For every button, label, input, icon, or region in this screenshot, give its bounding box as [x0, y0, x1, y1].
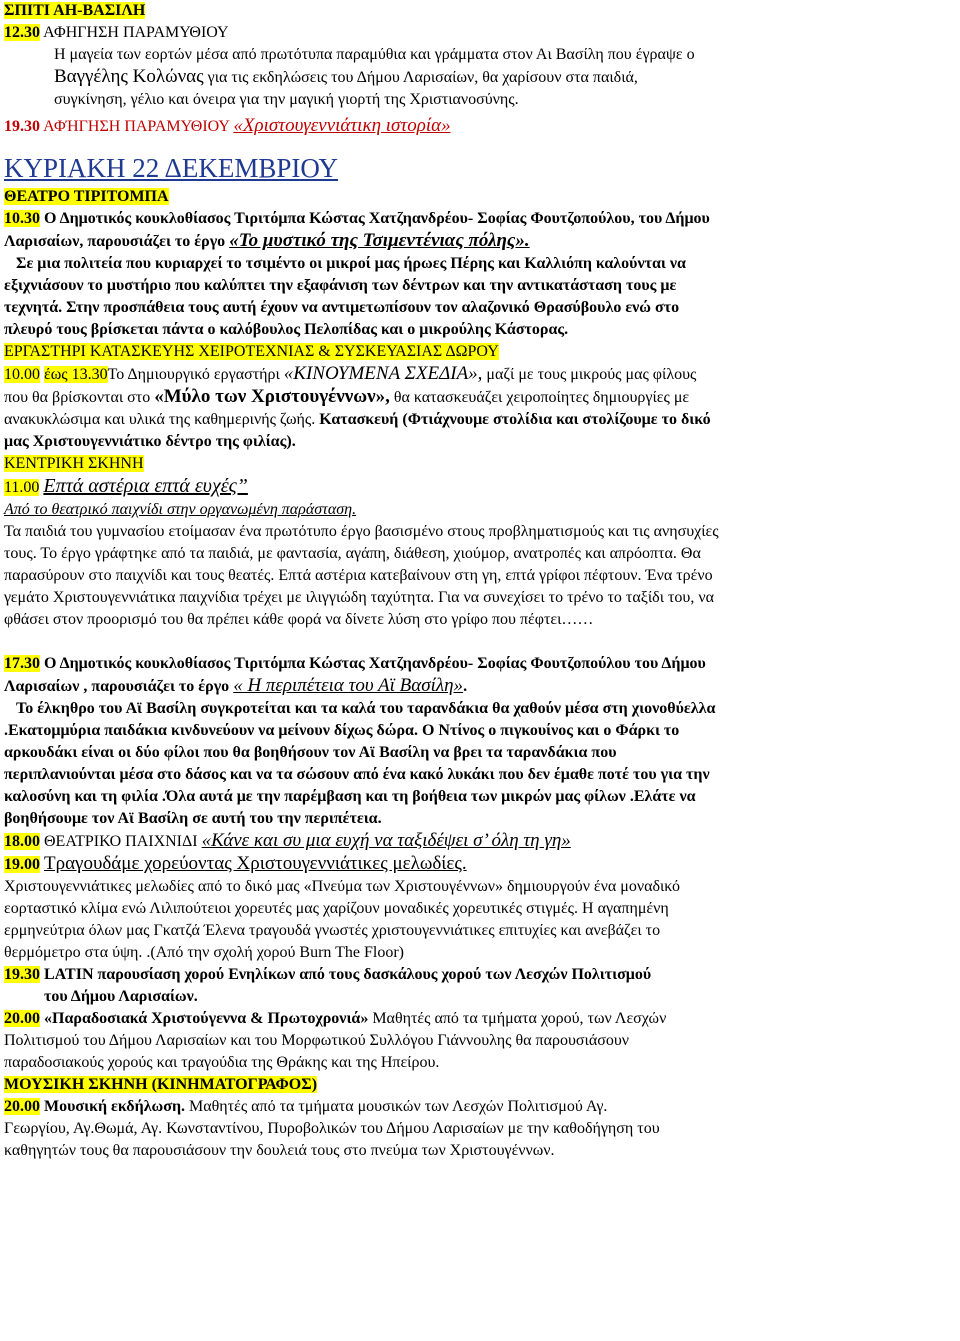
plot-line: Το έλκηθρο του Αϊ Βασίλη συγκροτείται και τα καλά του ταρανδάκια θα χαθούν μέσα στη χιονοθύελλα [16, 700, 716, 717]
event-description: Ο Δημοτικός κουκλοθίασος Τιριτόμπα Κώστας Χατζηανδρέου- Σοφίας Φουτζοπούλου του Δήμου [44, 655, 706, 672]
date-heading: ΚΥΡΙΑΚΗ 22 ΔΕΚΕΜΒΡΙΟΥ [4, 153, 339, 183]
event-description: καθηγητών τους θα παρουσιάσουν την δουλειά τους στο πνεύμα των Χριστουγέννων. [4, 1142, 555, 1159]
plot-line: τεχνητά. Στην προσπάθεια τους αυτή έχουν να αντιμετωπίσουν τον αλαζονικό Θρασύβουλο ενώ στο [4, 299, 680, 316]
event-description: για τις εκδηλώσεις του Δήμου Λαρισαίων, θα χαρίσουν στα παιδιά, [207, 69, 638, 86]
event-time-end: έως 13.30 [44, 366, 108, 383]
event-description: ανακυκλώσιμα και υλικά της καθημερινής ζωής. [4, 411, 316, 428]
author-name: Βαγγέλης Κολώνας [54, 66, 204, 87]
show-description: εορταστικό κλίμα ενώ Λιλιπούτειοι χορευτές μας χαρίζουν μοναδικές χορευτικές στιγμές. Η αγαπημένη [4, 900, 669, 917]
show-quote: «Κάνε και συ μια ευχή να ταξιδέψει σ’ όλη τη γη» [201, 830, 571, 851]
event-description: LATIN παρουσίαση χορού Ενηλίκων από τους δασκάλους χορού των Λεσχών Πολιτισμού [44, 966, 652, 983]
show-description: παρασύρουν στο παιχνίδι και τους θεατές. Επτά αστέρια κατεβαίνουν στη γη, επτά γρίφοι πέφτουν. Ένα τρένο [4, 567, 713, 584]
show-description: θερμόμετρο στα ύψη. .(Από την σχολή χορού Burn The Floor) [4, 944, 404, 961]
event-description: Ο Δημοτικός κουκλοθίασος Τιριτόμπα Κώστας Χατζηανδρέου- Σοφίας Φουτζοπούλου, του Δήμου [44, 210, 710, 227]
show-title: «Παραδοσιακά Χριστούγεννα & Πρωτοχρονιά» [44, 1010, 369, 1027]
play-title: «Το μυστικό της Τσιμεντένιας πόλης». [229, 230, 530, 251]
plot-line: βοηθήσουμε τον Αϊ Βασίλη σε αυτή του την περιπέτεια. [4, 810, 382, 827]
show-description: γεμάτο Χριστουγεννιάτικα παιχνίδια τρέχει με ιλιγγιώδη ταχύτητα. Για να συνεχίσει το τρένο το ταξίδι του, να [4, 589, 714, 606]
plot-line: .Εκατομμύρια παιδάκια κινδυνεύουν να μείνουν δίχως δώρα. Ο Ντίνος ο πιγκουίνος και ο Φάρκι το [4, 722, 680, 739]
event-description: Λαρισαίων , παρουσιάζει το έργο [4, 678, 230, 695]
plot-line: περιπλανιούνται μέσα στο δάσος και να τα σώσουν από ένα κακό λυκάκι που δεν έμαθε ποτέ του για την [4, 766, 710, 783]
plot-line: εξιχνιάσουν το μυστήριο που καλύπτει την εξαφάνιση των δέντρων και την αντικατάσταση τους με [4, 277, 677, 294]
workshop-place: «Μύλο των Χριστουγέννων», [154, 386, 390, 407]
event-time: 19.30 [4, 118, 40, 135]
story-title: «Χριστουγεννιάτικη ιστορία» [233, 115, 451, 136]
show-title: Μουσική εκδήλωση. [44, 1098, 186, 1115]
event-description: μας Χριστουγεννιάτικο δέντρο της φιλίας). [4, 433, 296, 450]
venue-heading: ΘΕΑΤΡΟ ΤΙΡΙΤΟΜΠΑ [4, 188, 169, 205]
show-description: ερμηνεύτρια όλων μας Γκατζά Έλενα τραγουδά γνωστές χριστουγεννιάτικες επιτυχίες και ανεβάζει το [4, 922, 661, 939]
plot-line: Σε μια πολιτεία που κυριαρχεί το τσιμέντο οι μικροί μας ήρωες Πέρης και Καλλιόπη καλούνται να [16, 255, 686, 272]
event-description: Λαρισαίων, παρουσιάζει το έργο [4, 233, 226, 250]
event-description: μαζί με τους μικρούς μας φίλους [486, 366, 697, 383]
show-description: Τα παιδιά του γυμνασίου ετοίμασαν ένα πρωτότυπο έργο βασισμένο στους προβληματισμούς και τις ανησυχίες [4, 523, 719, 540]
event-description: θα κατασκευάζει χειροποίητες δημιουργίες με [393, 389, 690, 406]
plot-line: καλοσύνη και τη φιλία .Όλα αυτά με την παρέμβαση και τη βοήθεια των μικρών μας φίλων .Ελάτε να [4, 788, 696, 805]
event-time: 17.30 [4, 655, 40, 672]
event-description: παραδοσιακούς χορούς και τραγούδια της Θράκης και της Ηπείρου. [4, 1054, 440, 1071]
event-time: 19.00 [4, 856, 40, 873]
event-description: Πολιτισμού του Δήμου Λαρισαίων και του Μορφωτικού Συλλόγου Γιάννουλης θα παρουσιάσουν [4, 1032, 630, 1049]
section-sunday: ΚΥΡΙΑΚΗ 22 ΔΕΚΕΜΒΡΙΟΥ ΘΕΑΤΡΟ ΤΙΡΙΤΟΜΠΑ 10.30 Ο Δημοτικός κουκλοθίασος Τιριτόμπα Κώστας Χατζηανδρέου- Σοφίας Φουτζοπούλου, του Δήμου Λαρισαίων, παρουσιάζει το έργο «Το μυστικό της Τσιμεντένιας πόλης». Σε μια πολιτεία που κυριαρχεί το τσιμέντο οι μικροί μας ήρωες Πέρης και Καλλιόπη καλούνται να εξιχνιάσουν το μυστήριο που καλύπτει την εξαφάνιση των δέντρων και την αντικατάσταση τους με τεχνητά. Στην προσπάθεια τους αυτή έχουν να αντιμετωπίσουν τον αλαζονικό Θρασύβουλο ενώ στο πλευρό τους βρίσκεται πάντα ο καλόβουλος Πελοπίδας και ο μικρούλης Κάστορας. ΕΡΓΑΣΤΗΡΙ ΚΑΤΑΣΚΕΥΗΣ ΧΕΙΡΟΤΕΧΝΙΑΣ & ΣΥΣΚΕΥΑΣΙΑΣ ΔΩΡΟΥ 10.00 έως 13.30Το Δημιουργικό εργαστήρι «ΚΙΝΟΥΜΕΝΑ ΣΧΕΔΙΑ», μαζί με τους μικρούς μας φίλους που θα βρίσκονται στο «Μύλο των Χριστουγέννων», θα κατασκευάζει χειροποίητες δημιουργίες με ανακυκλώσιμα και υλικά της καθημερινής ζωής. Κατασκευή (Φτιάχνουμε στολίδια και στολίζουμε το δικό μας Χριστουγεννιάτικο δέντρο της φιλίας). ΚΕΝΤΡΙΚΗ ΣΚΗΝΗ 11.00 Επτά αστέρια επτά ευχές” Από το θεατρικό παιχνίδι στην οργανωμένη παράσταση. Τα παιδιά του γυμνασίου ετοίμασαν ένα πρωτότυπο έργο βασισμένο στους προβληματισμούς και τις ανησυχίες τους. Το έργο γράφτηκε από τα παιδιά, με φαντασία, αγάπη, διάθεση, χιούμορ, ανατροπές και απρόοπτα. Θα παρασύρουν στο παιχνίδι και τους θεατές. Επτά αστέρια κατεβαίνουν στη γη, επτά γρίφοι πέφτουν. Ένα τρένο γεμάτο Χριστουγεννιάτικα παιχνίδια τρέχει με ιλιγγιώδη ταχύτητα. Για να συνεχίσει το τρένο το ταξίδι του, να φθάσει στον προορισμό του θα πρέπει κάθε φορά να δίνετε λύση στο γρίφο που πέφτει…… 17.30 Ο Δημοτικός κουκλοθίασος Τιριτόμπα Κώστας Χατζηανδρέου- Σοφίας Φουτζοπούλου του Δήμου Λαρισαίων , παρουσιάζει το έργο « Η περιπέτεια του Αϊ Βασίλη». Το έλκηθρο του Αϊ Βασίλη συγκροτείται και τα καλά του ταρανδάκια θα χαθούν μέσα στη χιονοθύελλα .Εκατομμύρια παιδάκια κινδυνεύουν να μείνουν δίχως δώρα. Ο Ντίνος ο πιγκουίνος και ο Φάρκι το αρκουδάκι είναι οι δύο φίλοι που θα βοηθήσουν τον Αϊ Βασίλη να βρει τα ταρανδάκια που περιπλανιούνται μέσα στο δάσος και να τα σώσουν από ένα κακό λυκάκι που δεν έμαθε ποτέ του για την καλοσύνη και τη φιλία .Όλα αυτά με την παρέμβαση και τη βοήθεια των μικρών μας φίλων .Ελάτε να βοηθήσουμε τον Αϊ Βασίλη σε αυτή του την περιπέτεια. 18.00 ΘΕΑΤΡΙΚΟ ΠΑΙΧΝΙΔΙ «Κάνε και συ μια ευχή να ταξιδέψει σ’ όλη τη γη» 19.00 Τραγουδάμε χορεύοντας Χριστουγεννιάτικες μελωδίες. Χριστουγεννιάτικες μελωδίες από το δικό μας «Πνεύμα των Χριστουγέννων» δημιουργούν ένα μοναδικό εορταστικό κλίμα ενώ Λιλιπούτειοι χορευτές μας χαρίζουν μοναδικές χορευτικές στιγμές. Η αγαπημένη ερμηνεύτρια όλων μας Γκατζά Έλενα τραγουδά γνωστές χριστουγεννιάτικες επιτυχίες και ανεβάζει το θερμόμετρο στα ύψη. .(Από την σχολή χορού Burn The Floor) 19.30 LATIN παρουσίαση χορού Ενηλίκων από τους δασκάλους χορού των Λεσχών Πολιτισμού του Δήμου Λαρισαίων. 20.00 «Παραδοσιακά Χριστούγεννα & Πρωτοχρονιά» Μαθητές από τα τμήματα χορού, των Λεσχών Πολιτισμού του Δήμου Λαρισαίων και του Μορφωτικού Συλλόγου Γιάννουλης θα παρουσιάσουν παραδοσιακούς χορούς και τραγούδια της Θράκης και της Ηπείρου. ΜΟΥΣΙΚΗ ΣΚΗΝΗ (ΚΙΝΗΜΑΤΟΓΡΑΦΟΣ) 20.00 Μουσική εκδήλωση. Μαθητές από τα τμήματα μουσικών των Λεσχών Πολιτισμού Αγ. Γεωργίου, Αγ.Θωμά, Αγ. Κωνσταντίνου, Πυροβολικών του Δήμου Λαρισαίων με την καθοδήγηση του καθηγητών τους θα παρουσιάσουν την δουλειά τους στο πνεύμα των Χριστουγέννων. [4, 150, 956, 1162]
play-title: « Η περιπέτεια του Αϊ Βασίλη» [233, 675, 464, 696]
event-description: Η μαγεία των εορτών μέσα από πρωτότυπα παραμύθια και γράμματα στον Αι Βασίλη που έγραψε ο [54, 46, 695, 63]
event-time: 12.30 [4, 24, 40, 41]
event-time: 20.00 [4, 1098, 40, 1115]
music-stage-heading: ΜΟΥΣΙΚΗ ΣΚΗΝΗ (ΚΙΝΗΜΑΤΟΓΡΑΦΟΣ) [4, 1076, 318, 1093]
event-description: Μαθητές από τα τμήματα μουσικών των Λεσχών Πολιτισμού Αγ. [189, 1098, 608, 1115]
event-description: Γεωργίου, Αγ.Θωμά, Αγ. Κωνσταντίνου, Πυροβολικών του Δήμου Λαρισαίων με την καθοδήγηση του [4, 1120, 660, 1137]
event-time: 11.00 [4, 479, 40, 496]
event-title: ΑΦΗΓΗΣΗ ΠΑΡΑΜΥΘΙΟΥ [43, 24, 229, 41]
event-description: που θα βρίσκονται στο [4, 389, 151, 406]
workshop-name: «ΚΙΝΟΥΜΕΝΑ ΣΧΕΔΙΑ», [283, 363, 483, 384]
plot-line: πλευρό τους βρίσκεται πάντα ο καλόβουλος Πελοπίδας και ο μικρούλης Κάστορας. [4, 321, 569, 338]
event-time: 10.30 [4, 210, 40, 227]
event-title: ΑΦΉΓΗΣΗ ΠΑΡΑΜΥΘΙΟΥ [43, 118, 230, 135]
event-description: Κατασκευή (Φτιάχνουμε στολίδια και στολίζουμε το δικό [319, 411, 711, 428]
event-description: Το Δημιουργικό εργαστήρι [107, 366, 280, 383]
show-subtitle: Από το θεατρικό παιχνίδι στην οργανωμένη παράσταση. [4, 501, 357, 518]
event-description: του Δήμου Λαρισαίων. [44, 988, 198, 1005]
venue-heading: ΣΠΙΤΙ ΑΗ-ΒΑΣΙΛΗ [4, 2, 146, 19]
stage-heading: ΚΕΝΤΡΙΚΗ ΣΚΗΝΗ [4, 455, 144, 472]
event-time: 18.00 [4, 833, 40, 850]
show-title: ΘΕΑΤΡΙΚΟ ΠΑΙΧΝΙΔΙ [44, 833, 198, 850]
event-description: Μαθητές από τα τμήματα χορού, των Λεσχών [372, 1010, 667, 1027]
event-description: συγκίνηση, γέλιο και όνειρα για την μαγική γιορτή της Χριστιανοσύνης. [54, 91, 519, 108]
event-time: 20.00 [4, 1010, 40, 1027]
show-title: Επτά αστέρια επτά ευχές” [43, 475, 248, 497]
section-santa-house [4, 0, 956, 138]
event-time: 10.00 [4, 366, 40, 383]
show-description: Χριστουγεννιάτικες μελωδίες από το δικό μας «Πνεύμα των Χριστουγέννων» δημιουργούν ένα μοναδικό [4, 878, 681, 895]
plot-line: αρκουδάκι είναι οι δύο φίλοι που θα βοηθήσουν τον Αϊ Βασίλη να βρει τα ταρανδάκια που [4, 744, 617, 761]
show-description: τους. Το έργο γράφτηκε από τα παιδιά, με φαντασία, αγάπη, διάθεση, χιούμορ, ανατροπές και απρόοπτα. Θα [4, 545, 701, 562]
workshop-heading: ΕΡΓΑΣΤΗΡΙ ΚΑΤΑΣΚΕΥΗΣ ΧΕΙΡΟΤΕΧΝΙΑΣ & ΣΥΣΚΕΥΑΣΙΑΣ ΔΩΡΟΥ [4, 343, 499, 360]
event-time: 19.30 [4, 966, 40, 983]
show-description: φθάσει στον προορισμό του θα πρέπει κάθε φορά να δίνετε λύση στο γρίφο που πέφτει…… [4, 611, 594, 628]
show-title: Τραγουδάμε χορεύοντας Χριστουγεννιάτικες μελωδίες. [44, 853, 467, 874]
